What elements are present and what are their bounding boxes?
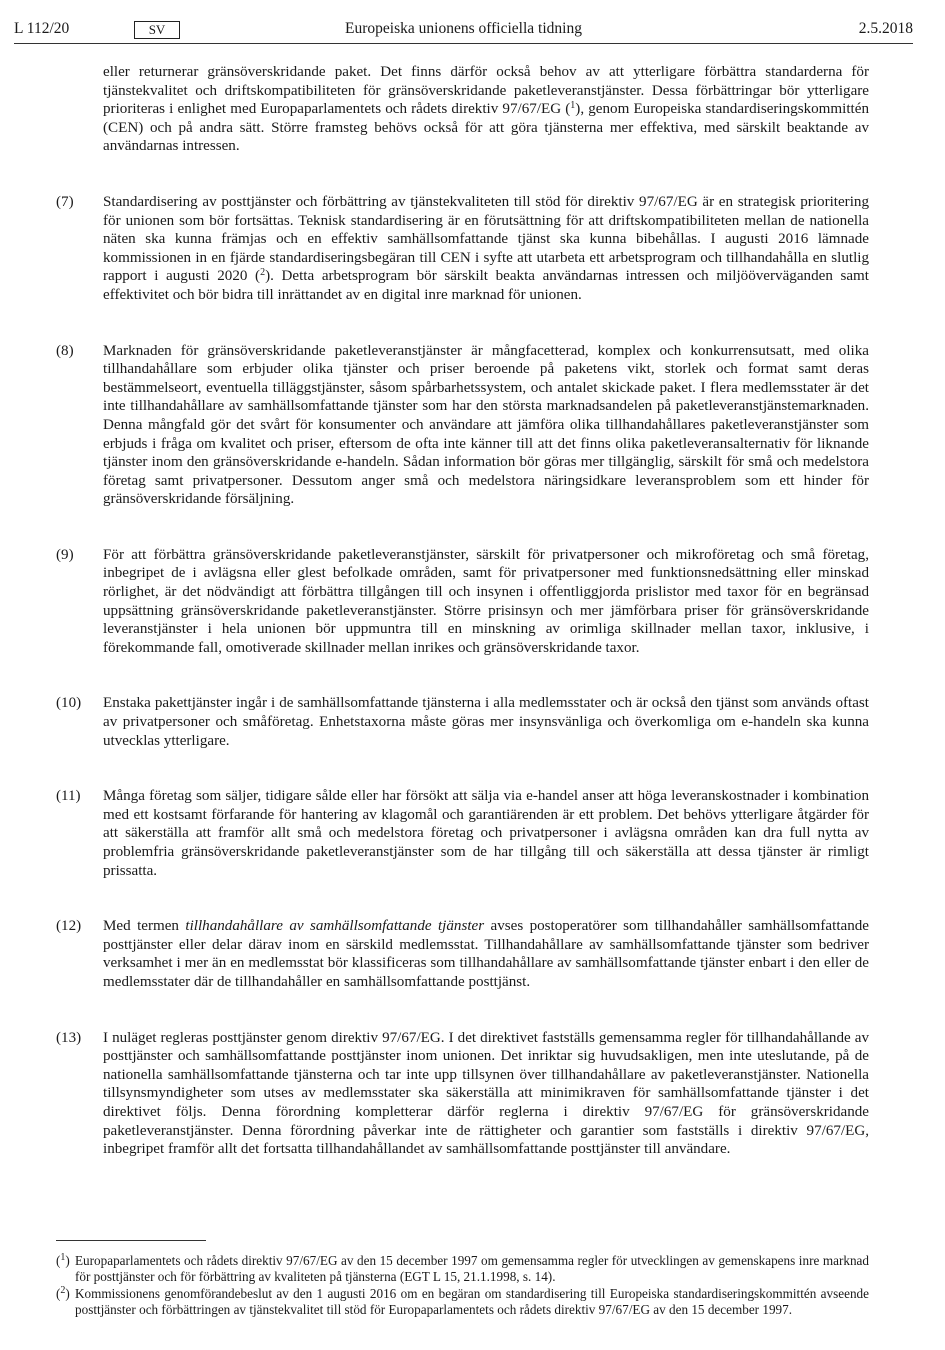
recital-12 (56, 917, 869, 991)
paragraph-text (103, 193, 869, 305)
paragraph-continued (56, 63, 869, 156)
recital-number: (10) (56, 695, 82, 712)
footnote-marker: ($^1$) (56, 1252, 70, 1268)
footnote-rule (56, 1240, 206, 1241)
text-run: ), genom Europeiska standardiseringskommittén (CEN) och på andra sätt. Större framsteg behövs också för att göra tjänsterna mer effektiva, med särskilt beaktande av användarnas intressen. (103, 101, 869, 155)
text-run: eller returnerar gränsöverskridande paket. Det finns därför också behov av att ytterligare förbättra standarderna för tjänstekvalitet och driftskompatibiliteten för gränsöverskridande paketleveranstjänster. Dessa förbättringar bör ytterligare prioriteras i enlighet med Europaparlamentets och rådets direktiv 97/67/EG ( (103, 64, 869, 118)
footnote-marker: ($^2$) (56, 1284, 70, 1301)
paragraph-text (103, 917, 869, 991)
footnotes (56, 1253, 869, 1319)
footnote-text: Europaparlamentets och rådets direktiv 97/67/EG av den 15 december 1997 om gemensamma regler för utvecklingen av gemenskapens inre marknad för posttjänster och för förbättring av kvaliteten på tjänsterna (EGT L 15, 21.1.1998, s. 14). (75, 1253, 869, 1285)
recital-9 (56, 546, 869, 658)
language-box: SV (134, 21, 180, 39)
paragraph-text: Marknaden för gränsöverskridande paketleveranstjänster är mångfacetterad, komplex och konkurrensutsatt, med olika tillhandahållare som erbjuder olika tjänster och priser beroende på paketens vikt, storlek och format samt deras bestämmelseort, eventuella tilläggstjänster, såsom spårbarhetssystem, och antalet skickade paket. I flera medlemsstater är det inte tillhandahållare av samhällsomfattande tjänster som har den största marknadsandelen på paketleveranstjänstemarknaden. Denna mångfald gör det svårt för konsumenter och användare att jämföra olika tillhandahållares paketleveranstjänster som erbjuds i fråga om kvalitet och priser, eftersom de ofta inte känner till att det finns olika paketleveransalternativ för liknande tjänster inom den gränsöverskridande e-handeln. Sådan information bör göras mer tillgänglig, särskilt för små och medelstora företag samt privatpersoner. Dessutom anger små och medelstora näringsidkare leveransproblem som ett hinder för gränsöverskridande försäljning. (103, 342, 869, 508)
recital-number: (11) (56, 788, 81, 805)
text-run: Med termen (103, 918, 186, 935)
footnote-mark: 2 (60, 1284, 66, 1296)
text-run: ). Detta arbetsprogram bör särskilt beakta användarnas intressen och miljööverväganden samt effektivitet och bör bidra till inrättandet av en digital inre marknad för unionen. (103, 268, 869, 303)
recital-8 (56, 342, 869, 509)
footnote-mark: 1 (60, 1252, 66, 1263)
header-rule (14, 43, 913, 44)
page-reference: L 112/20 (14, 20, 70, 37)
document-body (56, 63, 869, 1159)
publication-date: 2.5.2018 (858, 20, 913, 37)
recital-7 (56, 193, 869, 305)
footnote-ref[interactable]: 1 (570, 100, 576, 112)
journal-title: Europeiska unionens officiella tidning (345, 20, 582, 37)
recital-number: (9) (56, 546, 74, 563)
defined-term: tillhandahållare av samhällsomfattande tjänster (185, 918, 485, 935)
paragraph-text (103, 63, 869, 156)
page-header (14, 14, 913, 42)
recital-13 (56, 1029, 869, 1159)
recital-number: (7) (56, 193, 74, 210)
paragraph-text: Många företag som säljer, tidigare sålde eller har försökt att sälja via e-handel anser att höga leveranskostnader i kombination med ett kostsamt förfarande för hantering av klagomål och garantiärenden är ett problem. Det behövs ytterligare åtgärder för att säkerställa att framför allt små och medelstora företag och privatpersoner i avlägsna områden kan dra full nytta av problemfria gränsöverskridande paketleveranstjänster som de har tillgång till och säkerställa att dessa tjänster är rimligt prissatta. (103, 788, 869, 879)
footnote-text: Kommissionens genomförandebeslut av den 1 augusti 2016 om en begäran om standardisering till Europeiska standardiseringskommittén avseende posttjänster och förbättringen av tjänstekvalitet till stöd för Europaparlamentets och rådets direktiv 97/67/EG av den 15 december 1997. (75, 1285, 869, 1318)
recital-number: (8) (56, 342, 74, 359)
paragraph-text: Enstaka pakettjänster ingår i de samhällsomfattande tjänsterna i alla medlemsstater och är också den tjänst som används oftast av privatpersoner och småföretag. Enhetstaxorna måste göras mer insynsvänliga och överkomliga om e-handeln ska kunna utvecklas ytterligare. (103, 695, 869, 749)
recital-11 (56, 787, 869, 880)
recital-number: (13) (56, 1029, 82, 1046)
text-run: avses postoperatörer som tillhandahåller samhällsomfattande posttjänster eller delar därav inom en särskild medlemsstat. Tillhandahållare av samhällsomfattande tjänster som bedriver verksamhet i mer än en medlemsstat bör klassificeras som tillhandahållare av samhällsomfattande tjänster enbart i den eller de medlemsstater där de tillhandahåller en samhällsomfattande posttjänst. (103, 918, 870, 990)
paragraph-text: För att förbättra gränsöverskridande paketleveranstjänster, särskilt för privatpersoner och mikroföretag och små företag, inbegripet de i avlägsna eller glest befolkade områden, samt för privatpersoner med funktionsnedsättning eller minskad rörlighet, är det nödvändigt att förbättra tillgången till och insynen i offentliggjorda prislistor med taxor för en begränsad uppsättning gränsöverskridande paketleveranstjänster. Större prisinsyn och mer jämförbara priser för gränsöverskridande leveranstjänster i hela unionen bör uppmuntra till en minskning av orimliga skillnader mellan taxor, inklusive, i förekommande fall, omotiverade skillnader mellan inrikes och gränsöverskridande taxor. (103, 546, 869, 656)
footnote-ref[interactable]: 2 (260, 267, 266, 279)
recital-number: (12) (56, 918, 82, 935)
footnote-2 (56, 1286, 869, 1319)
recital-10 (56, 694, 869, 750)
paragraph-text: I nuläget regleras posttjänster genom direktiv 97/67/EG. I det direktivet fastställs gemensamma regler för tillhandahållande av posttjänster och samhällsomfattande posttjänster inom unionen. Det inriktar sig huvudsakligen, men inte uteslutande, på de nationella samhällsomfattande tjänsterna och tar inte upp tillsynen över tillhandahållare av paketleveranstjänster. Nationella tillsynsmyndigheter som utses av medlemsstater ska säkerställa att minimikraven för samhällsomfattande tjänster i det direktivet följs. Denna förordning kompletterar därför reglerna i direktiv 97/67/EG för gränsöverskridande paketleveranstjänster. Denna förordning påverkar inte de rättigheter och garantier som fastställs i direktiv 97/67/EG, inbegripet framför allt det fortsatta tillhandahållandet av samhällsomfattande posttjänster till användare. (103, 1029, 869, 1158)
footnote-1 (56, 1253, 869, 1286)
text-run: Standardisering av posttjänster och förbättring av tjänstekvaliteten till stöd för direktiv 97/67/EG är en strategisk prioritering för unionen som bör fortsättas. Teknisk standardisering är en förutsättning för att driftskompatibiliteten mellan de nationella näten ska kunna främjas och en effektiv samhällsomfattande tjänst ska kunna bibehållas. I augusti 2016 lämnade kommissionen in en fjärde standardiseringsbegäran till CEN i syfte att utarbeta ett arbetsprogram och tillhandahålla en slutlig rapport i augusti 2020 ( (103, 193, 869, 285)
